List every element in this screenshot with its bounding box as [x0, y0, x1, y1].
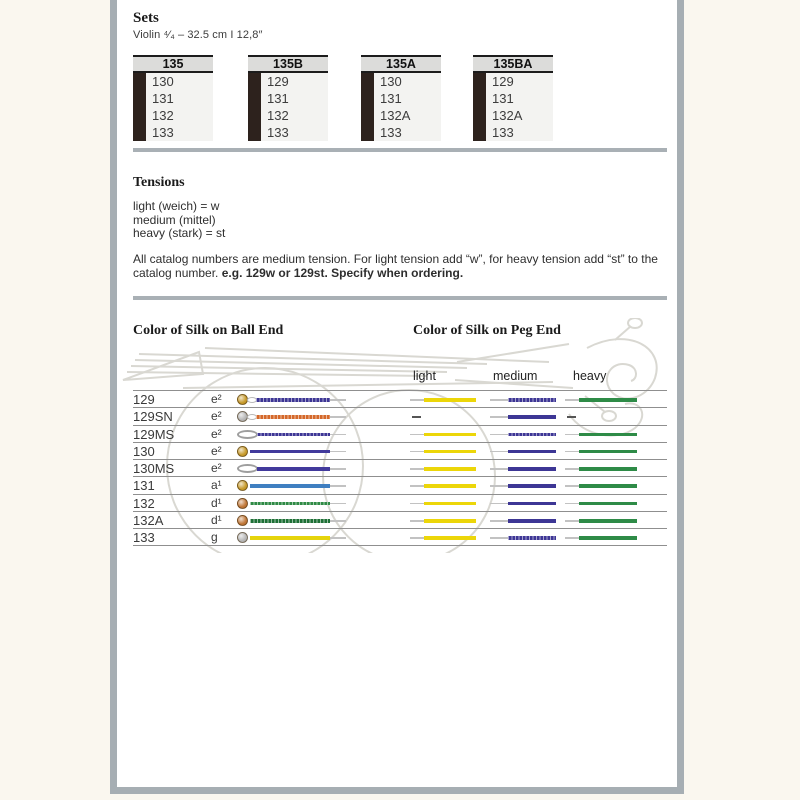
ball-end-silk	[250, 502, 330, 506]
peg-end-silk-medium	[508, 467, 556, 471]
ball-end-graphic	[237, 477, 377, 493]
section-divider	[133, 296, 667, 300]
set-table-135B	[248, 55, 328, 141]
peg-end-cell-heavy	[565, 512, 643, 528]
silk-row-129MS	[133, 425, 667, 442]
catalog-number: 131	[133, 478, 155, 494]
peg-end-cell-heavy	[565, 426, 643, 442]
peg-end-silk-light	[424, 467, 476, 471]
peg-end-silk-medium	[508, 415, 556, 419]
peg-end-title: Color of Silk on Peg End	[413, 323, 561, 338]
peg-end-cell-heavy	[565, 460, 643, 476]
silk-lead-line	[490, 451, 508, 453]
catalog-number: 129SN	[133, 409, 173, 425]
ball-end-graphic	[237, 391, 377, 407]
set-table-header: 135B	[248, 57, 328, 73]
ball-end-silk	[250, 519, 330, 523]
silk-lead-line	[490, 520, 508, 522]
peg-end-silk-medium	[508, 433, 556, 437]
set-table-135A	[361, 55, 441, 141]
section-divider	[133, 148, 667, 152]
silk-lead-line	[490, 434, 508, 436]
column-label-light: light	[413, 369, 436, 383]
peg-end-cell-light	[410, 477, 480, 493]
silk-lead-line	[565, 537, 579, 539]
peg-end-cell-medium	[490, 529, 560, 544]
loop-end-icon	[237, 464, 258, 473]
silk-lead-line	[410, 468, 424, 470]
catalog-number: 129MS	[133, 426, 175, 442]
peg-end-silk-heavy	[579, 484, 637, 488]
peg-end-cell-medium	[490, 391, 560, 407]
string-note: e²	[211, 409, 222, 424]
ball-end-title: Color of Silk on Ball End	[133, 323, 284, 338]
set-item: 132A	[380, 108, 411, 123]
ball-end-icon-copper	[237, 498, 248, 509]
silk-lead-line	[565, 468, 579, 470]
string-note: e²	[211, 461, 222, 476]
peg-end-cell-heavy	[565, 529, 643, 544]
silk-lead-line	[490, 416, 508, 418]
ball-end-graphic	[237, 426, 377, 442]
set-table-accent-bar	[248, 73, 261, 141]
set-item: 132	[152, 108, 174, 123]
peg-end-cell-medium	[490, 443, 560, 459]
string-note: a¹	[211, 478, 222, 493]
peg-end-silk-medium	[508, 536, 556, 540]
catalog-number: 133	[133, 530, 155, 546]
peg-end-silk-medium	[508, 398, 556, 402]
string-note: e²	[211, 392, 222, 406]
column-label-heavy: heavy	[573, 369, 607, 383]
silk-lead-line	[410, 537, 424, 539]
peg-end-cell-heavy	[565, 391, 643, 407]
ball-end-silk	[250, 536, 330, 540]
peg-end-silk-medium	[508, 484, 556, 488]
catalog-number: 130	[133, 443, 155, 459]
set-item: 130	[380, 74, 402, 89]
peg-end-cell-light	[410, 495, 480, 511]
peg-end-silk-light	[424, 502, 476, 506]
set-table-body	[133, 73, 213, 141]
ball-end-silk	[256, 398, 330, 402]
silk-lead-line	[565, 451, 579, 453]
set-table-list	[374, 73, 441, 141]
ball-end-graphic	[237, 443, 377, 459]
silk-lead-line	[565, 503, 579, 505]
peg-end-silk-light	[424, 484, 476, 488]
set-table-list	[146, 73, 213, 141]
string-tail	[330, 399, 346, 401]
ball-end-silk	[257, 467, 330, 471]
string-tail	[330, 416, 346, 418]
ball-end-icon-copper	[237, 515, 248, 526]
peg-end-cell-medium	[490, 426, 560, 442]
peg-end-cell-medium	[490, 460, 560, 476]
silk-row-132	[133, 494, 667, 511]
string-tail	[330, 520, 346, 522]
silk-lead-line	[565, 434, 579, 436]
peg-end-silk-light	[424, 450, 476, 454]
column-label-medium: medium	[493, 369, 538, 383]
peg-end-silk-light	[424, 398, 476, 402]
silk-lead-line	[410, 485, 424, 487]
set-table-135	[133, 55, 213, 141]
silk-lead-line	[565, 485, 579, 487]
peg-end-silk-heavy	[579, 519, 637, 523]
set-item: 133	[492, 125, 514, 140]
string-tail	[330, 503, 346, 505]
catalog-page	[110, 0, 684, 794]
set-table-body	[473, 73, 553, 141]
silk-lead-line	[565, 520, 579, 522]
set-item: 132A	[492, 108, 523, 123]
silk-lead-line	[410, 503, 424, 505]
silk-lead-line	[410, 399, 424, 401]
set-table-body	[361, 73, 441, 141]
set-item: 129	[492, 74, 514, 89]
set-item: 131	[152, 91, 174, 106]
peg-end-cell-light	[410, 426, 480, 442]
silk-row-129	[133, 390, 667, 407]
set-item: 133	[152, 125, 174, 140]
silk-lead-line	[410, 434, 424, 436]
tensions-title: Tensions	[133, 175, 185, 190]
silk-lead-line	[490, 537, 508, 539]
ball-end-silk	[250, 484, 330, 488]
tension-note	[133, 253, 673, 280]
ball-end-graphic	[237, 460, 377, 476]
silk-lead-line	[490, 503, 508, 505]
ball-end-silk	[256, 415, 330, 419]
string-tail	[330, 434, 346, 436]
ball-end-graphic	[237, 512, 377, 528]
page-content	[117, 0, 677, 787]
peg-end-cell-light	[410, 512, 480, 528]
peg-end-silk-light	[424, 519, 476, 523]
peg-end-cell-medium	[490, 512, 560, 528]
peg-end-silk-heavy	[579, 398, 637, 402]
set-item: 131	[492, 91, 514, 106]
peg-end-cell-light	[410, 443, 480, 459]
set-item: 131	[267, 91, 289, 106]
peg-end-cell-medium	[490, 408, 560, 424]
set-table-list	[486, 73, 553, 141]
string-note: e²	[211, 443, 222, 458]
ball-end-silk	[257, 433, 330, 437]
peg-end-silk-medium	[508, 450, 556, 454]
set-table-list	[261, 73, 328, 141]
set-table-header: 135	[133, 57, 213, 73]
silk-lead-line	[490, 399, 508, 401]
peg-end-cell-medium	[490, 477, 560, 493]
string-tail	[330, 451, 346, 453]
set-table-135BA	[473, 55, 553, 141]
peg-end-cell-light	[410, 408, 480, 424]
not-available-dash	[567, 416, 576, 418]
set-item: 132	[267, 108, 289, 123]
ball-end-graphic	[237, 495, 377, 511]
peg-end-cell-heavy	[565, 408, 643, 424]
set-tables-container	[117, 55, 677, 145]
peg-end-silk-heavy	[579, 433, 637, 437]
set-table-header: 135A	[361, 57, 441, 73]
tension-line-medium: medium (mittel)	[133, 212, 216, 227]
peg-end-cell-light	[410, 391, 480, 407]
peg-end-silk-heavy	[579, 536, 637, 540]
string-note: e²	[211, 426, 222, 441]
ball-end-silk	[250, 450, 330, 454]
tension-note-bold: e.g. 129w or 129st. Specify when ordering.	[221, 265, 464, 280]
string-tail	[330, 537, 346, 539]
catalog-number: 129	[133, 392, 155, 407]
peg-end-silk-heavy	[579, 502, 637, 506]
peg-end-cell-medium	[490, 495, 560, 511]
peg-end-silk-light	[424, 536, 476, 540]
tension-line-heavy: heavy (stark) = st	[133, 226, 226, 240]
not-available-dash	[412, 416, 421, 418]
silk-row-132A	[133, 511, 667, 528]
silk-row-131	[133, 476, 667, 493]
tension-note-regular: All catalog numbers are medium tension. For light tension add “w”, for heavy tension add “st” to the catalog number.	[133, 252, 658, 280]
string-tail	[330, 485, 346, 487]
set-item: 133	[267, 125, 289, 140]
ball-end-graphic	[237, 408, 377, 424]
peg-end-silk-medium	[508, 502, 556, 506]
silk-lead-line	[490, 468, 508, 470]
silk-row-130MS	[133, 459, 667, 476]
string-note: d¹	[211, 513, 222, 528]
set-table-body	[248, 73, 328, 141]
set-item: 130	[152, 74, 174, 89]
silk-lead-line	[410, 520, 424, 522]
peg-end-cell-light	[410, 529, 480, 544]
silk-color-table	[133, 390, 667, 546]
ball-end-icon-gold	[237, 446, 248, 457]
string-note: g	[211, 530, 218, 545]
set-table-accent-bar	[361, 73, 374, 141]
silk-row-130	[133, 442, 667, 459]
set-table-accent-bar	[473, 73, 486, 141]
peg-end-cell-heavy	[565, 477, 643, 493]
silk-row-133	[133, 528, 667, 545]
set-table-accent-bar	[133, 73, 146, 141]
tension-line-light: light (weich) = w	[133, 199, 220, 213]
peg-end-cell-light	[410, 460, 480, 476]
string-tail	[330, 468, 346, 470]
set-item: 129	[267, 74, 289, 89]
silk-row-129SN	[133, 407, 667, 424]
string-note: d¹	[211, 495, 222, 510]
catalog-number: 132	[133, 495, 155, 511]
silk-lead-line	[565, 399, 579, 401]
ball-end-icon-silver	[237, 532, 248, 543]
peg-end-cell-heavy	[565, 495, 643, 511]
catalog-number: 130MS	[133, 461, 175, 477]
catalog-number: 132A	[133, 513, 164, 529]
tension-lines	[133, 200, 225, 241]
silk-lead-line	[490, 485, 508, 487]
peg-end-silk-medium	[508, 519, 556, 523]
peg-end-silk-heavy	[579, 450, 637, 454]
sets-title: Sets	[133, 10, 159, 26]
sets-subtitle: Violin ⁴⁄₄ – 32.5 cm I 12,8″	[133, 29, 263, 41]
silk-lead-line	[410, 451, 424, 453]
peg-end-silk-light	[424, 433, 476, 437]
set-item: 133	[380, 125, 402, 140]
ball-end-graphic	[237, 529, 377, 544]
set-item: 131	[380, 91, 402, 106]
peg-end-cell-heavy	[565, 443, 643, 459]
ball-end-icon-gold	[237, 480, 248, 491]
peg-end-silk-heavy	[579, 467, 637, 471]
set-table-header: 135BA	[473, 57, 553, 73]
loop-end-icon	[237, 430, 258, 439]
